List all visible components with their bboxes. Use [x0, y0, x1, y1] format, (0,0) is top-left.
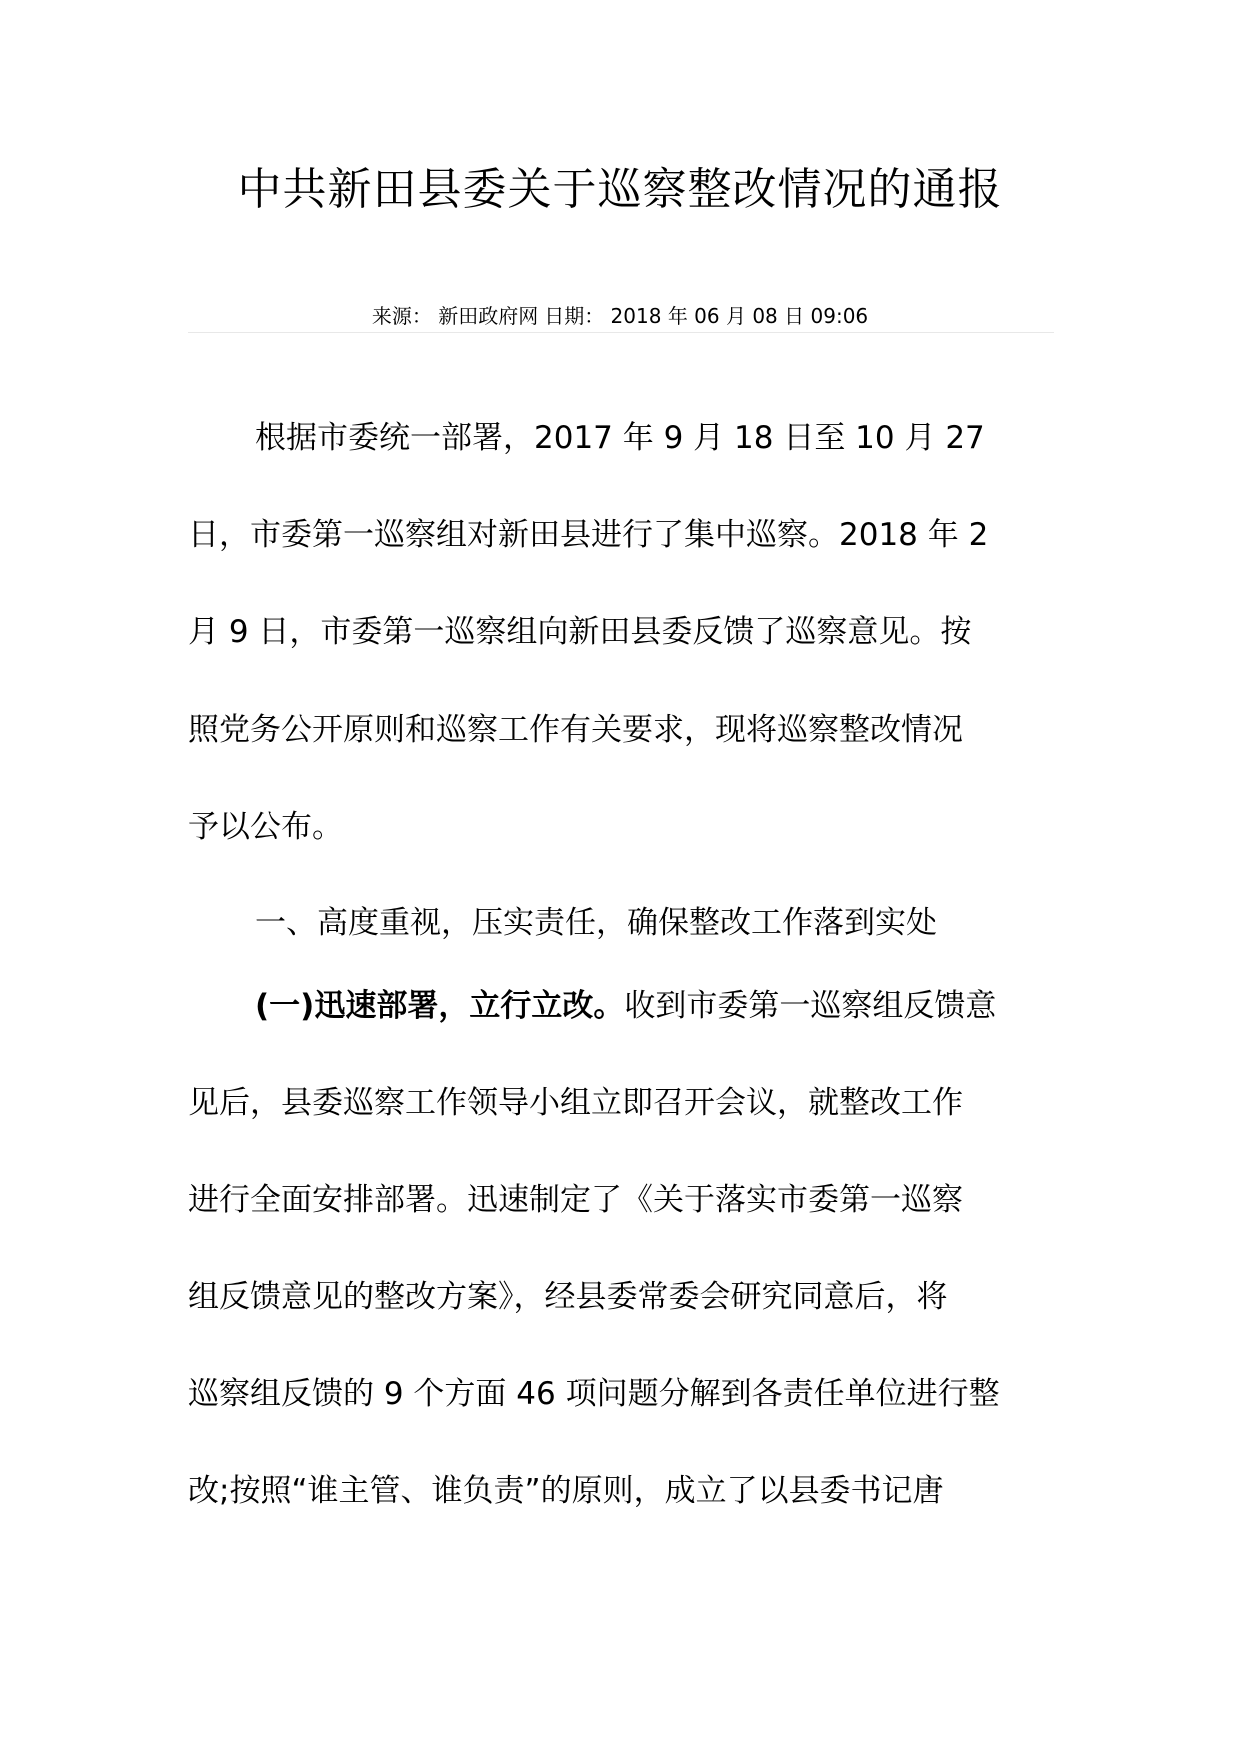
paragraph-line: 日，市委第一巡察组对新田县进行了集中巡察。2018 年 2 [188, 517, 989, 553]
paragraph-line: 巡察组反馈的 9 个方面 46 项问题分解到各责任单位进行整 [188, 1376, 1000, 1412]
subsection-text: 收到市委第一巡察组反馈意 [624, 988, 997, 1024]
document-title: 中共新田县委关于巡察整改情况的通报 [237, 164, 1003, 215]
paragraph-line: 见后，县委巡察工作领导小组立即召开会议，就整改工作 [188, 1085, 963, 1121]
document-meta [0, 302, 1240, 330]
section-heading: 一、高度重视，压实责任，确保整改工作落到实处 [255, 905, 937, 941]
paragraph-line: 月 9 日，市委第一巡察组向新田县委反馈了巡察意见。按 [188, 614, 972, 650]
paragraph-line: 根据市委统一部署，2017 年 9 月 18 日至 10 月 27 [255, 420, 985, 456]
date-text: 日期： 2018 年 06 月 08 日 09:06 [544, 304, 869, 328]
paragraph-line: 组反馈意见的整改方案》，经县委常委会研究同意后，将 [188, 1279, 948, 1315]
paragraph-line: 照党务公开原则和巡察工作有关要求，现将巡察整改情况 [188, 712, 963, 748]
paragraph-line: 改;按照“谁主管、谁负责”的原则，成立了以县委书记唐 [188, 1473, 944, 1509]
subsection-first-line [255, 986, 996, 1026]
meta-divider [188, 332, 1054, 333]
source-text: 来源： 新田政府网 [371, 304, 539, 328]
subsection-heading: (一)迅速部署，立行立改。 [255, 988, 625, 1024]
paragraph-line: 予以公布。 [188, 809, 343, 845]
paragraph-line: 进行全面安排部署。迅速制定了《关于落实市委第一巡察 [188, 1182, 963, 1218]
